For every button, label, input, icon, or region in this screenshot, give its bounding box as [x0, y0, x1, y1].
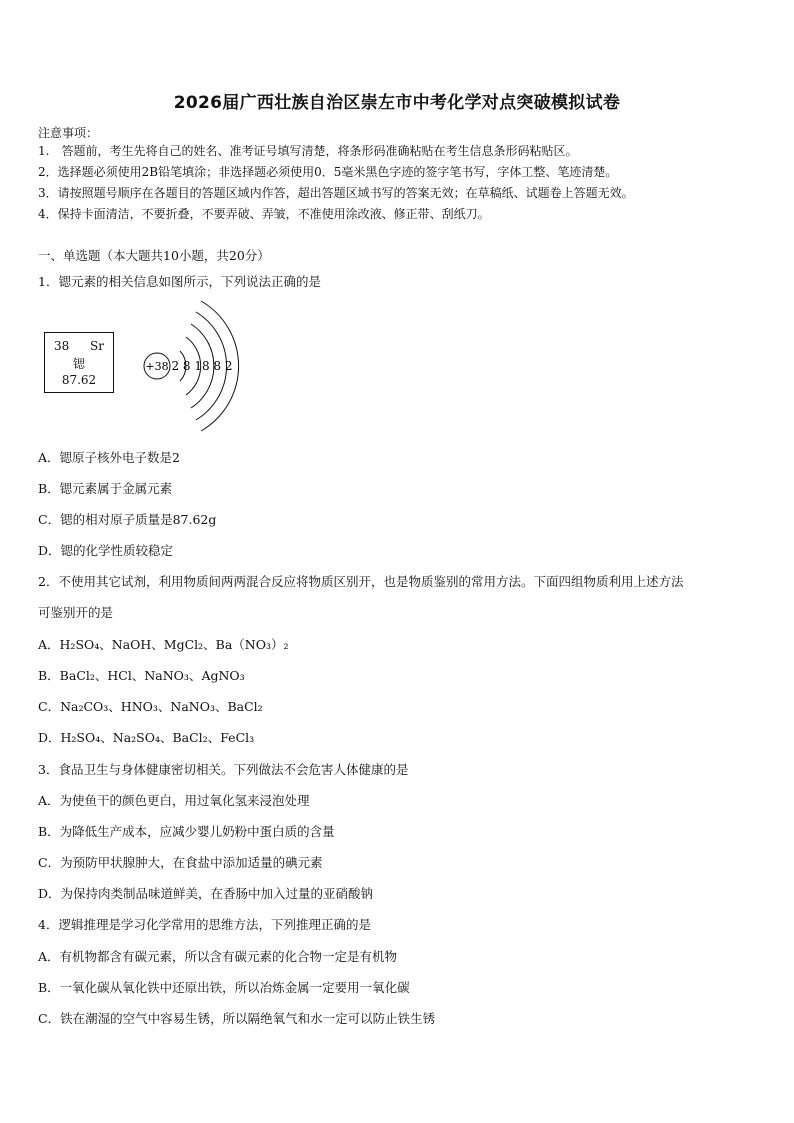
nucleus-charge: +38 — [145, 360, 169, 373]
atomic-number: 38 — [54, 339, 70, 353]
element-name: 锶 — [72, 357, 85, 371]
question-3-option-a: A．为使鱼干的颜色更白，用过氧化氢来浸泡处理 — [38, 793, 310, 808]
question-2-option-d: D．H₂SO₄、Na₂SO₄、BaCl₂、FeCl₃ — [38, 730, 255, 745]
question-1-option-a: A．锶原子核外电子数是2 — [38, 450, 180, 465]
question-3-option-c: C．为预防甲状腺肿大，在食盐中添加适量的碘元素 — [38, 855, 323, 870]
question-4-option-b: B．一氧化碳从氧化铁中还原出铁，所以冶炼金属一定要用一氧化碳 — [38, 980, 410, 995]
question-4-option-a: A．有机物都含有碳元素，所以含有碳元素的化合物一定是有机物 — [38, 949, 398, 964]
notes-item-1: 1. 答题前，考生先将自己的姓名、准考证号填写清楚，将条形码准确粘贴在考生信息条形码粘贴区。 — [38, 144, 578, 158]
question-4-stem: 4．逻辑推理是学习化学常用的思维方法，下列推理正确的是 — [38, 917, 371, 932]
atomic-mass: 87.62 — [61, 373, 97, 387]
question-1-stem: 1．锶元素的相关信息如图所示，下列说法正确的是 — [38, 274, 321, 289]
question-1-option-c: C．锶的相对原子质量是87.62g — [38, 512, 217, 527]
question-2-option-c: C．Na₂CO₃、HNO₃、NaNO₃、BaCl₂ — [38, 699, 263, 714]
question-1-option-d: D．锶的化学性质较稳定 — [38, 543, 174, 558]
document-title: 2026届广西壮族自治区崇左市中考化学对点突破模拟试卷 — [173, 93, 621, 113]
question-2-option-a: A．H₂SO₄、NaOH、MgCl₂、Ba（NO₃）₂ — [38, 637, 289, 652]
notes-item-2: 2．选择题必须使用2B铅笔填涂；非选择题必须使用0．5毫米黑色字迹的签字笔书写，字体工整、笔迹清楚。 — [38, 165, 618, 179]
section-heading: 一、单选题（本大题共10小题，共20分） — [38, 248, 270, 263]
notes-item-3: 3．请按照题号顺序在各题目的答题区域内作答，超出答题区域书写的答案无效；在草稿纸、试题卷上答题无效。 — [38, 186, 634, 200]
element-card — [44, 332, 114, 393]
question-2-stem-line-1: 2．不使用其它试剂，利用物质间两两混合反应将物质区别开，也是物质鉴别的常用方法。下面四组物质利用上述方法 — [38, 574, 684, 589]
notes-heading: 注意事项： — [38, 126, 99, 140]
notes-item-4: 4．保持卡面清洁，不要折叠，不要弄破、弄皱，不准使用涂改液、修正带、刮纸刀。 — [38, 207, 490, 221]
element-symbol: Sr — [90, 339, 104, 353]
question-3-option-d: D．为保持肉类制品味道鲜美，在香肠中加入过量的亚硝酸钠 — [38, 886, 374, 901]
question-1-option-b: B．锶元素属于金属元素 — [38, 481, 173, 496]
shell-electron-counts: 2 8 18 8 2 — [171, 359, 233, 373]
question-4-option-c: C．铁在潮湿的空气中容易生锈，所以隔绝氧气和水一定可以防止铁生锈 — [38, 1011, 436, 1026]
atom-structure-diagram — [140, 298, 250, 433]
question-3-option-b: B．为降低生产成本，应减少婴儿奶粉中蛋白质的含量 — [38, 824, 335, 839]
question-3-stem: 3．食品卫生与身体健康密切相关。下列做法不会危害人体健康的是 — [38, 762, 409, 777]
question-2-option-b: B．BaCl₂、HCl、NaNO₃、AgNO₃ — [38, 668, 245, 683]
question-2-stem-line-2: 可鉴别开的是 — [38, 605, 114, 620]
